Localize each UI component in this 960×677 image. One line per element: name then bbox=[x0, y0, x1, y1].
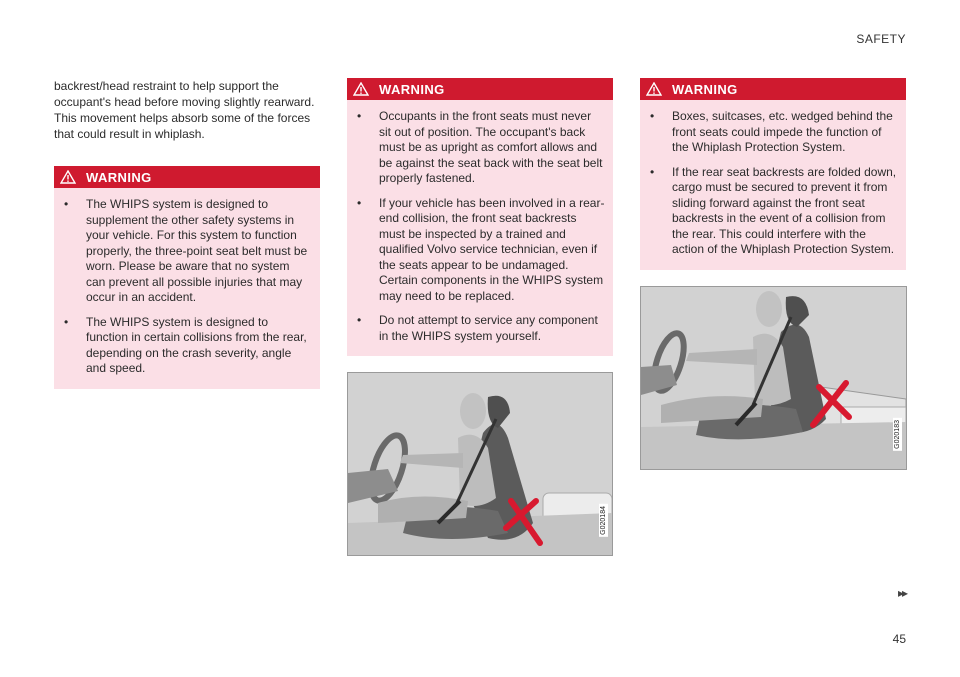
column-left bbox=[54, 78, 320, 405]
figure-code: G020184 bbox=[600, 506, 607, 535]
warning-list bbox=[54, 188, 320, 389]
warning-triangle-icon bbox=[646, 82, 662, 96]
warning-header bbox=[54, 166, 320, 188]
list-item: • The WHIPS system is designed to supplement the other safety systems in your vehicle. For this system to function properly, the three-point seat belt must be worn. Please be aware that no system can prevent all possible injuries that may occur in an accident. bbox=[54, 197, 312, 306]
warning-header bbox=[347, 78, 613, 100]
column-middle bbox=[347, 78, 613, 556]
seat-crash-illustration bbox=[348, 373, 612, 555]
warning-list bbox=[640, 100, 906, 270]
list-item: • The WHIPS system is designed to function in certain collisions from the rear, depending on the crash severity, angle and speed. bbox=[54, 315, 312, 377]
warning-title: WARNING bbox=[672, 81, 738, 97]
page-header: SAFETY bbox=[856, 32, 906, 46]
next-page-arrows-icon: ▸▸ bbox=[897, 586, 906, 600]
list-item: • If the rear seat backrests are folded down, cargo must be secured to prevent it from sliding forward against the front seat backrests in the event of a collision from the rear. This could interfere with the action of the Whiplash Protection System. bbox=[640, 165, 898, 258]
seat-cargo-illustration bbox=[641, 287, 906, 469]
list-item: • Occupants in the front seats must never sit out of position. The occupant's back must be as upright as comfort allows and be against the seat back with the seat belt properly fastened. bbox=[347, 109, 605, 187]
warning-triangle-icon bbox=[60, 170, 76, 184]
list-item: • If your vehicle has been involved in a rear-end collision, the front seat backrests must be inspected by a trained and qualified Volvo service technician, even if the seats appear to be undamaged. Certain components in the WHIPS system may need to be replaced. bbox=[347, 196, 605, 305]
warning-title: WARNING bbox=[379, 81, 445, 97]
seat-illustration-2 bbox=[640, 286, 907, 470]
warning-box-1 bbox=[54, 166, 320, 389]
list-item: • Do not attempt to service any component in the WHIPS system yourself. bbox=[347, 313, 605, 344]
warning-triangle-icon bbox=[353, 82, 369, 96]
warning-header bbox=[640, 78, 906, 100]
list-item: • Boxes, suitcases, etc. wedged behind the front seats could impede the function of the Whiplash Protection System. bbox=[640, 109, 898, 156]
warning-box-2 bbox=[347, 78, 613, 356]
seat-illustration-1 bbox=[347, 372, 613, 556]
warning-title: WARNING bbox=[86, 169, 152, 185]
warning-list bbox=[347, 100, 613, 356]
column-right bbox=[640, 78, 906, 470]
page-number: 45 bbox=[892, 632, 906, 646]
warning-box-3 bbox=[640, 78, 906, 270]
figure-code: G020183 bbox=[894, 419, 901, 449]
intro-paragraph: backrest/head restraint to help support the occupant's head before moving slightly rearward. This movement helps absorb some of the forces that could result in whiplash. bbox=[54, 79, 315, 141]
